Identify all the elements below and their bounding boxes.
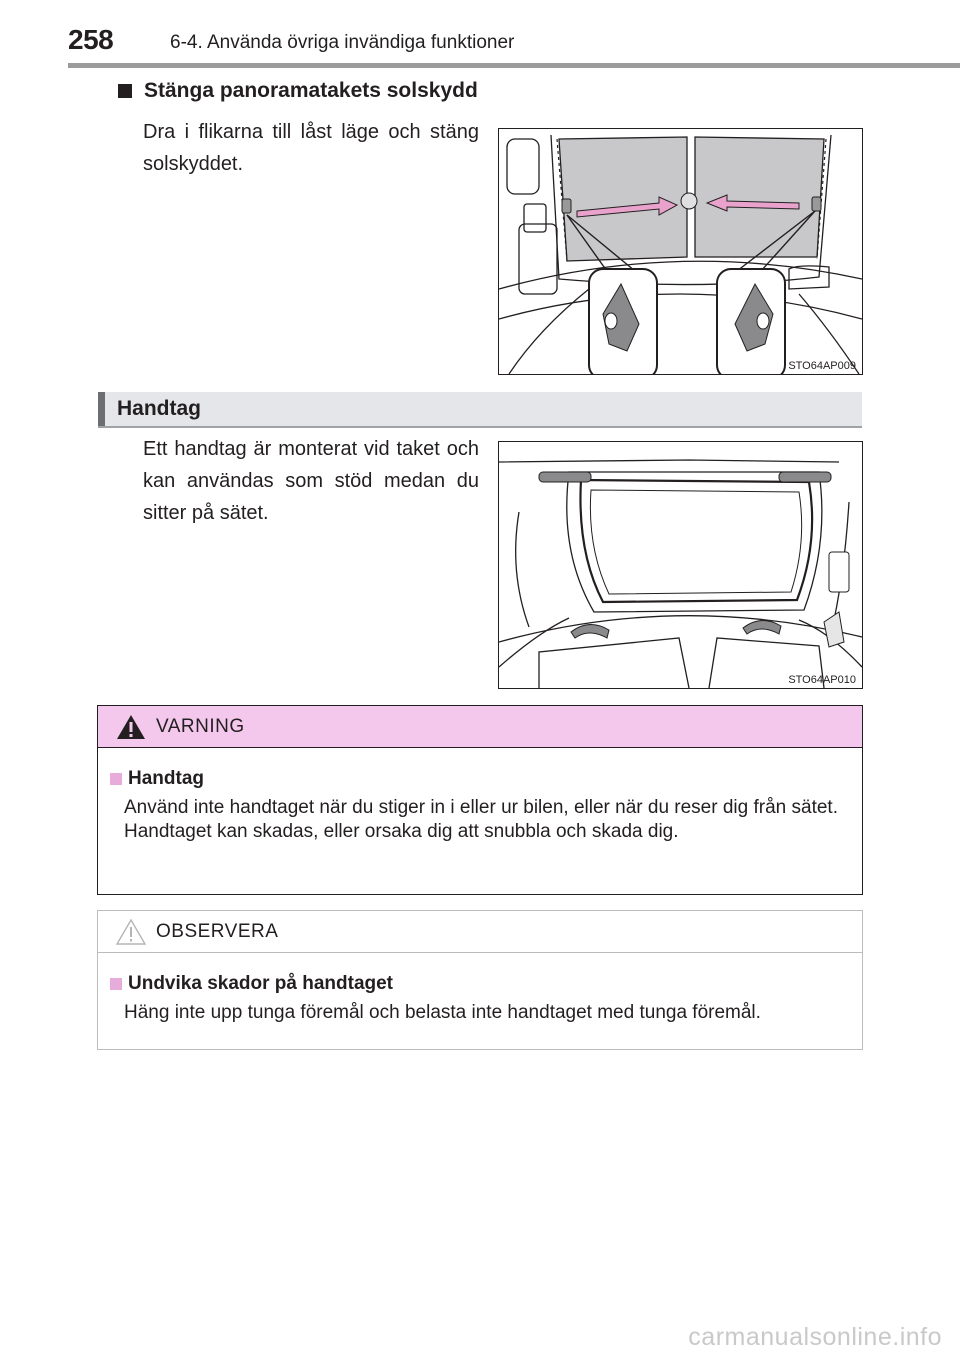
square-bullet-icon <box>118 84 132 98</box>
sunshade-paragraph: Dra i flikarna till låst läge och stäng solskyddet. <box>143 121 479 175</box>
warning-text-2: Handtaget kan skadas, eller orsaka dig att snubbla och skada dig. <box>124 821 679 842</box>
watermark: carmanualsonline.info <box>688 1323 942 1351</box>
square-bullet-icon <box>110 773 122 785</box>
notice-text: Häng inte upp tunga föremål och belasta inte handtaget med tunga föremål. <box>124 1002 761 1023</box>
figure-id: STO64AP009 <box>788 360 856 372</box>
header-rule <box>68 63 960 68</box>
warning-triangle-icon <box>116 714 146 740</box>
handle-paragraph: Ett handtag är monterat vid taket och kan användas som stöd medan du sitter på sätet. <box>143 438 479 524</box>
square-bullet-icon <box>110 978 122 990</box>
notice-box <box>97 910 863 1050</box>
section-bar <box>98 392 862 428</box>
figure-id: STO64AP010 <box>788 674 856 686</box>
section-title: Handtag <box>117 397 201 420</box>
section-header: 6-4. Använda övriga invändiga funktioner <box>170 32 515 53</box>
handle-figure <box>498 441 863 689</box>
warning-label: VARNING <box>156 715 245 737</box>
warning-header <box>98 706 862 748</box>
notice-item-title-text: Undvika skador på handtaget <box>128 973 394 994</box>
sunshade-title-text: Stänga panoramatakets solskydd <box>144 79 478 102</box>
warning-box <box>97 705 863 895</box>
warning-item-title <box>110 768 862 790</box>
notice-item-title <box>110 973 862 995</box>
warning-text-1: Använd inte handtaget när du stiger in i eller ur bilen, eller när du reser dig från sätet. <box>124 797 838 818</box>
sunshade-figure <box>498 128 863 375</box>
warning-item-title-text: Handtag <box>128 768 204 789</box>
sunshade-title <box>118 79 478 103</box>
notice-header <box>98 911 862 953</box>
caution-triangle-icon <box>116 919 146 945</box>
section-bar-accent <box>98 392 105 426</box>
notice-label: OBSERVERA <box>156 920 279 942</box>
handle-illustration <box>499 442 862 688</box>
sunshade-illustration <box>499 129 862 374</box>
page-number: 258 <box>68 24 114 55</box>
